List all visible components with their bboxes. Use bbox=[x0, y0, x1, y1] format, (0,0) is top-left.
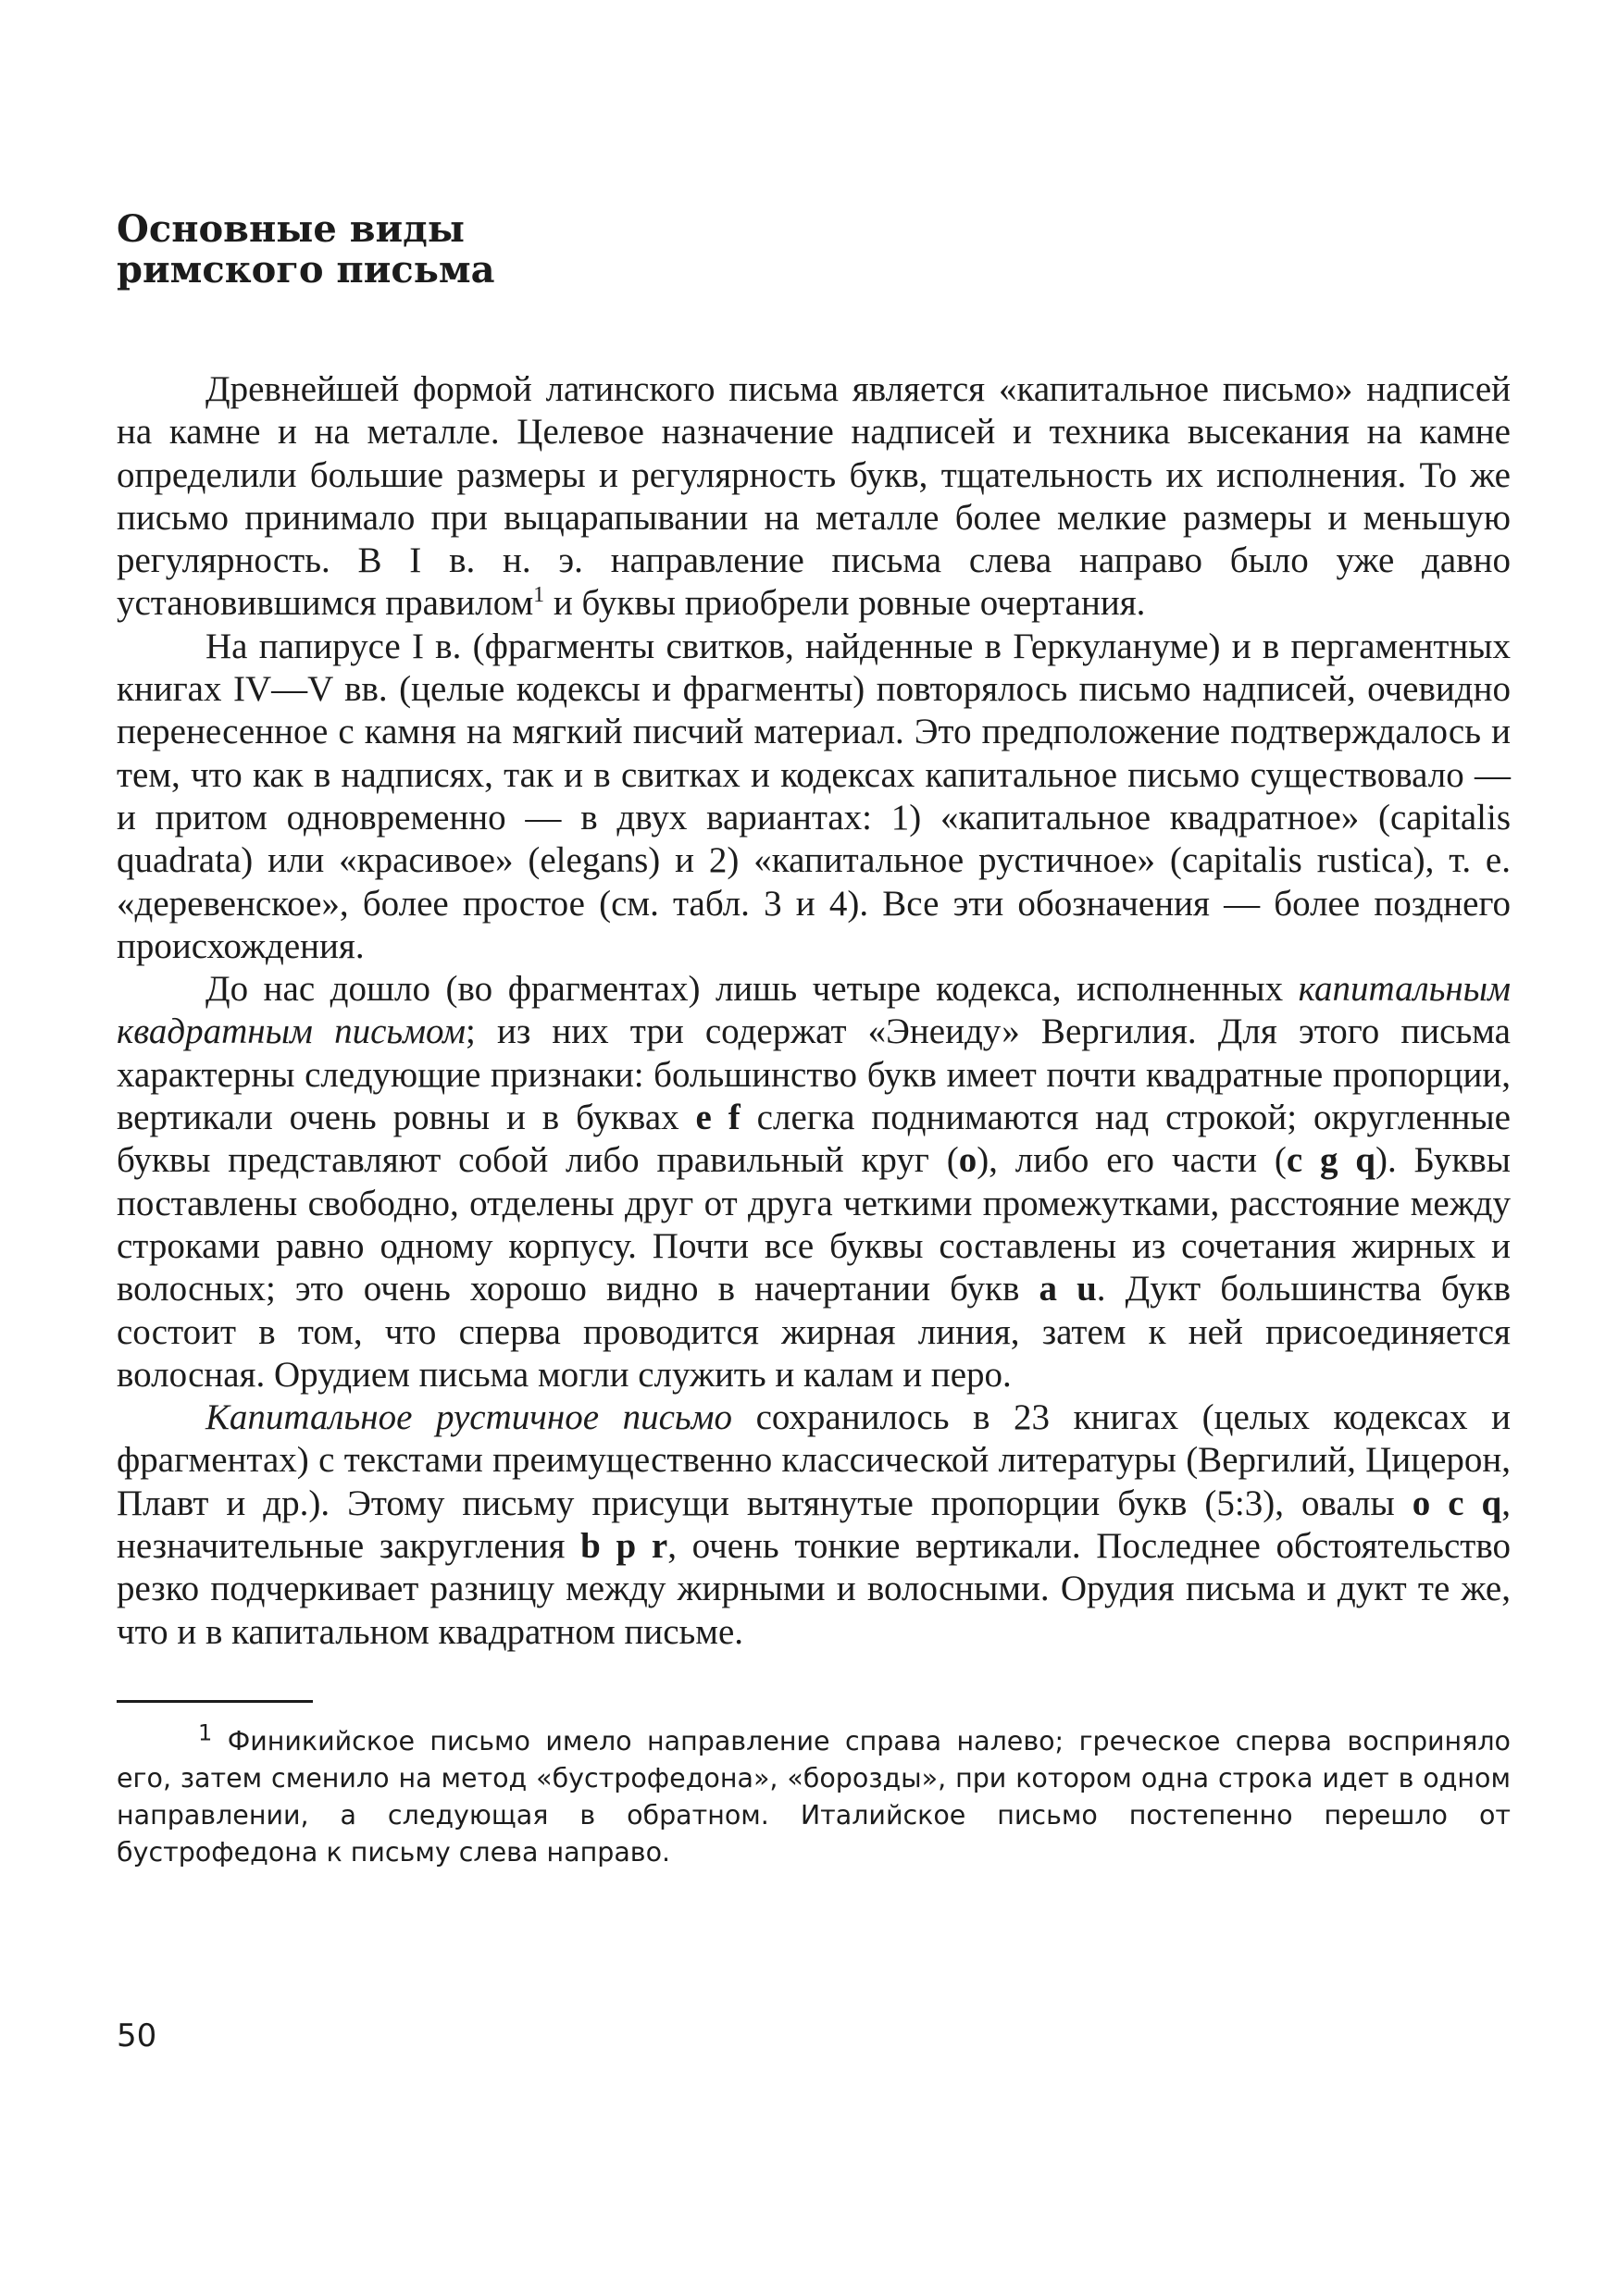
section-heading-line-1: Основные виды bbox=[117, 207, 465, 251]
paragraph-3-part-e: . Дукт большинства букв состоит в том, что сперва проводится жирная линия, затем к ней присоединяется волосная. Орудием письма могли служить и калам и перо. bbox=[117, 1269, 1511, 1395]
paragraph-4-part-b: , незначительные закругления bbox=[117, 1483, 1511, 1567]
footnote-paragraph bbox=[117, 1719, 1511, 1871]
paragraph-3-part-b: слегка поднимаются над строкой; округленные буквы представляют собой либо правильный круг ( bbox=[117, 1098, 1511, 1181]
paragraph-4 bbox=[117, 1396, 1511, 1654]
paragraph-3-part-c: ), либо его части ( bbox=[977, 1140, 1287, 1181]
letter-sample-bpr: b p r bbox=[580, 1526, 668, 1567]
letter-sample-au: a u bbox=[1039, 1269, 1097, 1309]
section-heading bbox=[117, 209, 1511, 291]
page-number: 50 bbox=[117, 2017, 157, 2054]
letter-sample-o: o bbox=[958, 1140, 977, 1181]
letter-sample-ef: e f bbox=[695, 1098, 741, 1138]
footnote-reference: 1 bbox=[533, 583, 545, 608]
letter-sample-cgq: c g q bbox=[1286, 1140, 1375, 1181]
footnote-marker: 1 bbox=[198, 1719, 213, 1746]
paragraph-3 bbox=[117, 968, 1511, 1396]
footnote bbox=[117, 1719, 1511, 1871]
paragraph-4-part-a: сохранилось в 23 книгах (целых кодексах и фрагментах) с текстами преимущественно классической литературы (Вергилий, Цицерон, Плавт и др.). Этому письму присущи вытянутые пропорции букв (5:3), овалы bbox=[117, 1397, 1512, 1523]
letter-sample-ocq: o c q bbox=[1412, 1483, 1502, 1523]
page-content bbox=[117, 209, 1511, 1871]
paragraph-1-text: Древнейшей формой латинского письма является «капитальное письмо» надписей на камне и на металле. Целевое назначение надписей и техника высекания на камне определили большие размеры и регулярность букв, тщательность их исполнения. То же письмо принимало при выцарапывании на металле более мелкие размеры и меньшую регулярность. В I в. н. э. направление письма слева направо было уже давно установившимся правилом bbox=[117, 369, 1511, 624]
term-capital-rustic-script: Капитальное рустичное письмо bbox=[205, 1397, 733, 1438]
paragraph-3-start: До нас дошло (во фрагментах) лишь четыре кодекса, исполненных bbox=[205, 969, 1299, 1010]
paragraph-4-part-c: , очень тонкие вертикали. Последнее обстоятельство резко подчеркивает разницу между жирными и волосными. Орудия письма и дукт те же, что и в капитальном квадратном письме. bbox=[117, 1526, 1511, 1652]
paragraph-1-end: и буквы приобрели ровные очертания. bbox=[544, 583, 1146, 624]
paragraph-3-part-d: ). Буквы поставлены свободно, отделены друг от друга четкими промежутками, расстояние между строками равно одному корпусу. Почти все буквы составлены из сочетания жирных и волосных; это очень хорошо видно в начертании букв bbox=[117, 1140, 1511, 1309]
paragraph-2: На папирусе I в. (фрагменты свитков, найденные в Геркулануме) и в пергаментных книгах IV—V вв. (целые кодексы и фрагменты) повторялось письмо надписей, очевидно перенесенное с камня на мягкий писчий материал. Это предположение подтверждалось и тем, что как в надписях, так и в свитках и кодексах капитальное письмо существовало — и притом одновременно — в двух вариантах: 1) «капитальное квадратное» (capitalis quadrata) или «красивое» (elegans) и 2) «капитальное рустичное» (capitalis rustica), т. е. «деревенское», более простое (см. табл. 3 и 4). Все эти обозначения — более позднего происхождения. bbox=[117, 626, 1511, 966]
paragraph-1 bbox=[117, 368, 1511, 626]
footnote-text: Финикийское письмо имело направление справа налево; греческое сперва восприняло его, затем сменило на метод «бустрофедона», «борозды», при котором одна строка идет в одном направлении, а следующая в обратном. Италийское письмо постепенно перешло от бустрофедона к письму слева направо. bbox=[117, 1725, 1511, 1868]
paragraph-3-part-a: ; из них три содержат «Энеиду» Вергилия. Для этого письма характерны следующие признаки: большинство букв имеет почти квадратные пропорции, вертикали очень ровны и в буквах bbox=[117, 1011, 1511, 1138]
section-heading-line-2: римского письма bbox=[117, 248, 495, 292]
body-text bbox=[117, 368, 1511, 1654]
footnote-divider bbox=[117, 1700, 313, 1703]
term-capital-square-script: капитальным квадратным письмом bbox=[117, 969, 1511, 1052]
